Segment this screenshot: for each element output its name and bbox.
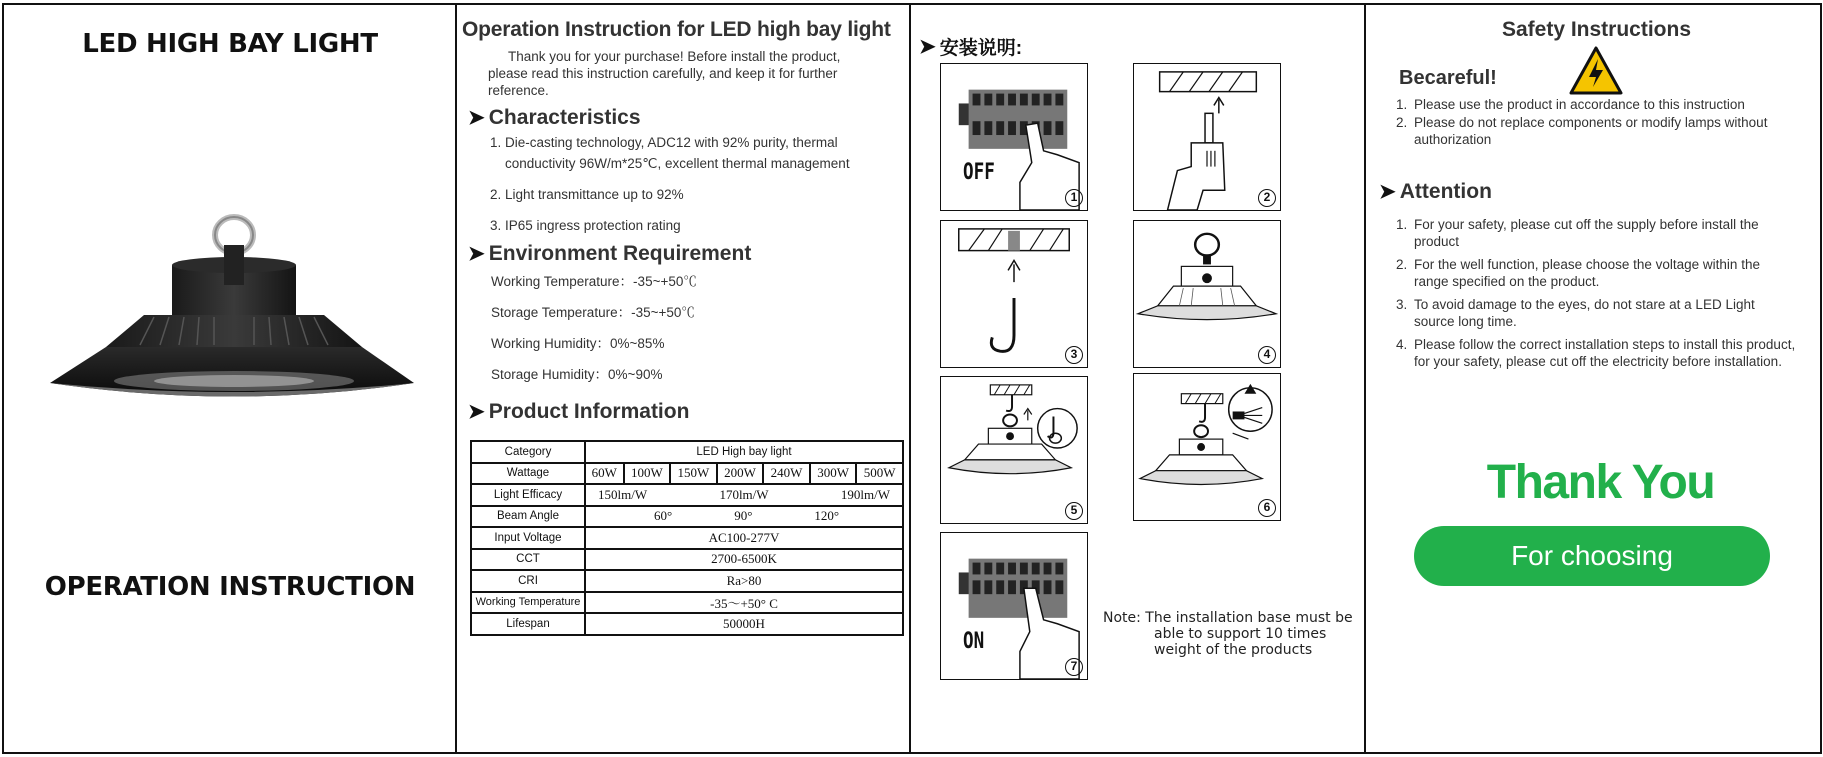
table-label: Input Voltage — [471, 527, 585, 549]
table-cell: 150W — [670, 463, 717, 485]
step-number: 5 — [1065, 502, 1083, 520]
breaker-off-illustration — [941, 64, 1087, 210]
list-item — [1396, 336, 1796, 370]
list-number: 1. — [1396, 97, 1408, 112]
table-cell: 60W — [585, 463, 624, 485]
table-label: Wattage — [471, 463, 585, 485]
efficacy-value: 190lm/W — [840, 486, 890, 502]
install-step-1 — [940, 63, 1088, 211]
environment-item: Storage Temperature：-35~+50℃ — [491, 305, 695, 320]
characteristic-item: 3. IP65 ingress protection rating — [490, 218, 681, 233]
list-item — [1396, 216, 1796, 250]
environment-item: Working Temperature：-35~+50℃ — [491, 274, 697, 289]
becareful-heading: Becareful! — [1399, 67, 1497, 89]
table-row — [471, 441, 903, 463]
table-cell: AC100-277V — [585, 527, 903, 549]
safety-title: Safety Instructions — [1501, 18, 1692, 41]
characteristics-heading-text: Characteristics — [488, 105, 641, 129]
characteristic-item: 1. Die-casting technology, ADC12 with 92% purity, thermal — [490, 135, 838, 150]
table-row — [471, 527, 903, 549]
list-number: 3. — [1396, 297, 1408, 312]
step-number: 4 — [1258, 346, 1276, 364]
off-label: OFF — [963, 160, 995, 185]
characteristics-heading — [468, 105, 641, 130]
hook-anchor-illustration — [941, 221, 1087, 367]
install-step-5 — [940, 376, 1088, 524]
table-row — [471, 549, 903, 571]
safety-panel — [1366, 5, 1819, 752]
installation-panel — [911, 5, 1363, 752]
for-choosing-banner: For choosing — [1414, 526, 1770, 586]
wiring-illustration — [1134, 374, 1280, 520]
high-bay-lamp-image — [44, 205, 420, 405]
list-item — [1396, 296, 1796, 330]
environment-heading-text: Environment Requirement — [488, 241, 752, 265]
installation-heading-text: 安装说明: — [939, 38, 1023, 59]
list-number: 2. — [1396, 257, 1408, 272]
beam-value: 60° — [654, 508, 673, 524]
cover-subtitle: OPERATION INSTRUCTION — [44, 572, 416, 602]
attention-heading-text: Attention — [1399, 179, 1492, 203]
table-row — [471, 484, 903, 506]
arrow-icon: ➤ — [468, 243, 485, 265]
characteristic-item: conductivity 96W/m*25℃, excellent thermal management — [505, 156, 850, 171]
installation-heading — [919, 33, 1022, 60]
beam-value: 120° — [814, 508, 840, 524]
table-cell: -35～+50° C — [585, 592, 903, 614]
product-info-heading-text: Product Information — [488, 399, 690, 423]
table-cell — [585, 484, 903, 506]
table-cell: 2700-6500K — [585, 549, 903, 571]
table-cell: 240W — [763, 463, 810, 485]
table-row — [471, 613, 903, 635]
step-number: 7 — [1065, 658, 1083, 676]
install-step-3 — [940, 220, 1088, 368]
table-row — [471, 570, 903, 592]
list-item — [1396, 96, 1796, 113]
becareful-list — [1396, 96, 1796, 149]
table-cell — [585, 506, 903, 528]
on-label: ON — [963, 629, 985, 654]
lamp-ring-illustration — [1134, 221, 1280, 367]
table-label: Lifespan — [471, 613, 585, 635]
list-text: To avoid damage to the eyes, do not stare at a LED Light source long time. — [1414, 297, 1755, 329]
table-label: CRI — [471, 570, 585, 592]
environment-item: Storage Humidity：0%~90% — [491, 367, 663, 382]
note-line: able to support 10 times — [1154, 626, 1327, 642]
table-cell: 200W — [717, 463, 764, 485]
table-cell: 50000H — [585, 613, 903, 635]
environment-heading — [468, 241, 751, 266]
table-label: Beam Angle — [471, 506, 585, 528]
table-row — [471, 592, 903, 614]
list-text: For your safety, please cut off the supply before install the product — [1414, 217, 1759, 249]
thank-you-heading: Thank You — [1486, 456, 1715, 509]
cover-title: LED HIGH BAY LIGHT — [82, 29, 378, 59]
drill-ceiling-illustration — [1134, 64, 1280, 210]
table-cell: 300W — [810, 463, 857, 485]
characteristic-item: 2. Light transmittance up to 92% — [490, 187, 684, 202]
arrow-icon: ➤ — [919, 36, 936, 58]
install-step-2 — [1133, 63, 1281, 211]
attention-heading — [1379, 179, 1492, 204]
instruction-title: Operation Instruction for LED high bay light — [462, 18, 891, 41]
list-text: Please do not replace components or modify lamps without authorization — [1414, 115, 1768, 147]
installation-note — [1103, 610, 1353, 658]
arrow-icon: ➤ — [468, 401, 485, 423]
step-number: 2 — [1258, 189, 1276, 207]
list-item — [1396, 114, 1796, 148]
install-step-4 — [1133, 220, 1281, 368]
table-cell: 500W — [856, 463, 903, 485]
install-step-7 — [940, 532, 1088, 680]
instruction-panel — [458, 5, 908, 752]
list-text: Please follow the correct installation steps to install this product, for your safety, please cut off the electricity before installation. — [1414, 337, 1796, 369]
environment-item: Working Humidity：0%~85% — [491, 336, 665, 351]
efficacy-value: 150lm/W — [598, 486, 648, 502]
list-text: Please use the product in accordance to this instruction — [1414, 97, 1745, 112]
install-step-6 — [1133, 373, 1281, 521]
step-number: 3 — [1065, 346, 1083, 364]
list-number: 4. — [1396, 337, 1408, 352]
efficacy-value: 170lm/W — [719, 486, 769, 502]
list-text: For the well function, please choose the voltage within the range specified on the product. — [1414, 257, 1760, 289]
table-label: CCT — [471, 549, 585, 571]
high-voltage-warning-icon — [1568, 45, 1624, 97]
table-row — [471, 506, 903, 528]
table-label: Light Efficacy — [471, 484, 585, 506]
table-cell: LED High bay light — [585, 441, 903, 463]
attention-list — [1396, 216, 1796, 376]
product-spec-table — [470, 440, 904, 636]
cover-panel — [4, 5, 456, 752]
list-number: 1. — [1396, 217, 1408, 232]
arrow-icon: ➤ — [1379, 181, 1396, 203]
table-label: Category — [471, 441, 585, 463]
list-item — [1396, 256, 1796, 290]
table-cell: Ra>80 — [585, 570, 903, 592]
step-number: 1 — [1065, 189, 1083, 207]
arrow-icon: ➤ — [468, 107, 485, 129]
table-label: Working Temperature — [471, 592, 585, 614]
list-number: 2. — [1396, 115, 1408, 130]
breaker-on-illustration — [941, 533, 1087, 679]
beam-value: 90° — [734, 508, 753, 524]
product-info-heading — [468, 399, 689, 424]
hang-lamp-illustration — [941, 377, 1087, 523]
note-line: Note: The installation base must be — [1103, 610, 1353, 626]
table-row — [471, 463, 903, 485]
table-cell: 100W — [624, 463, 671, 485]
step-number: 6 — [1258, 499, 1276, 517]
note-line: weight of the products — [1154, 642, 1313, 658]
intro-text: Thank you for your purchase! Before install the product, please read this instruction carefully, and keep it for further reference. — [488, 49, 841, 98]
